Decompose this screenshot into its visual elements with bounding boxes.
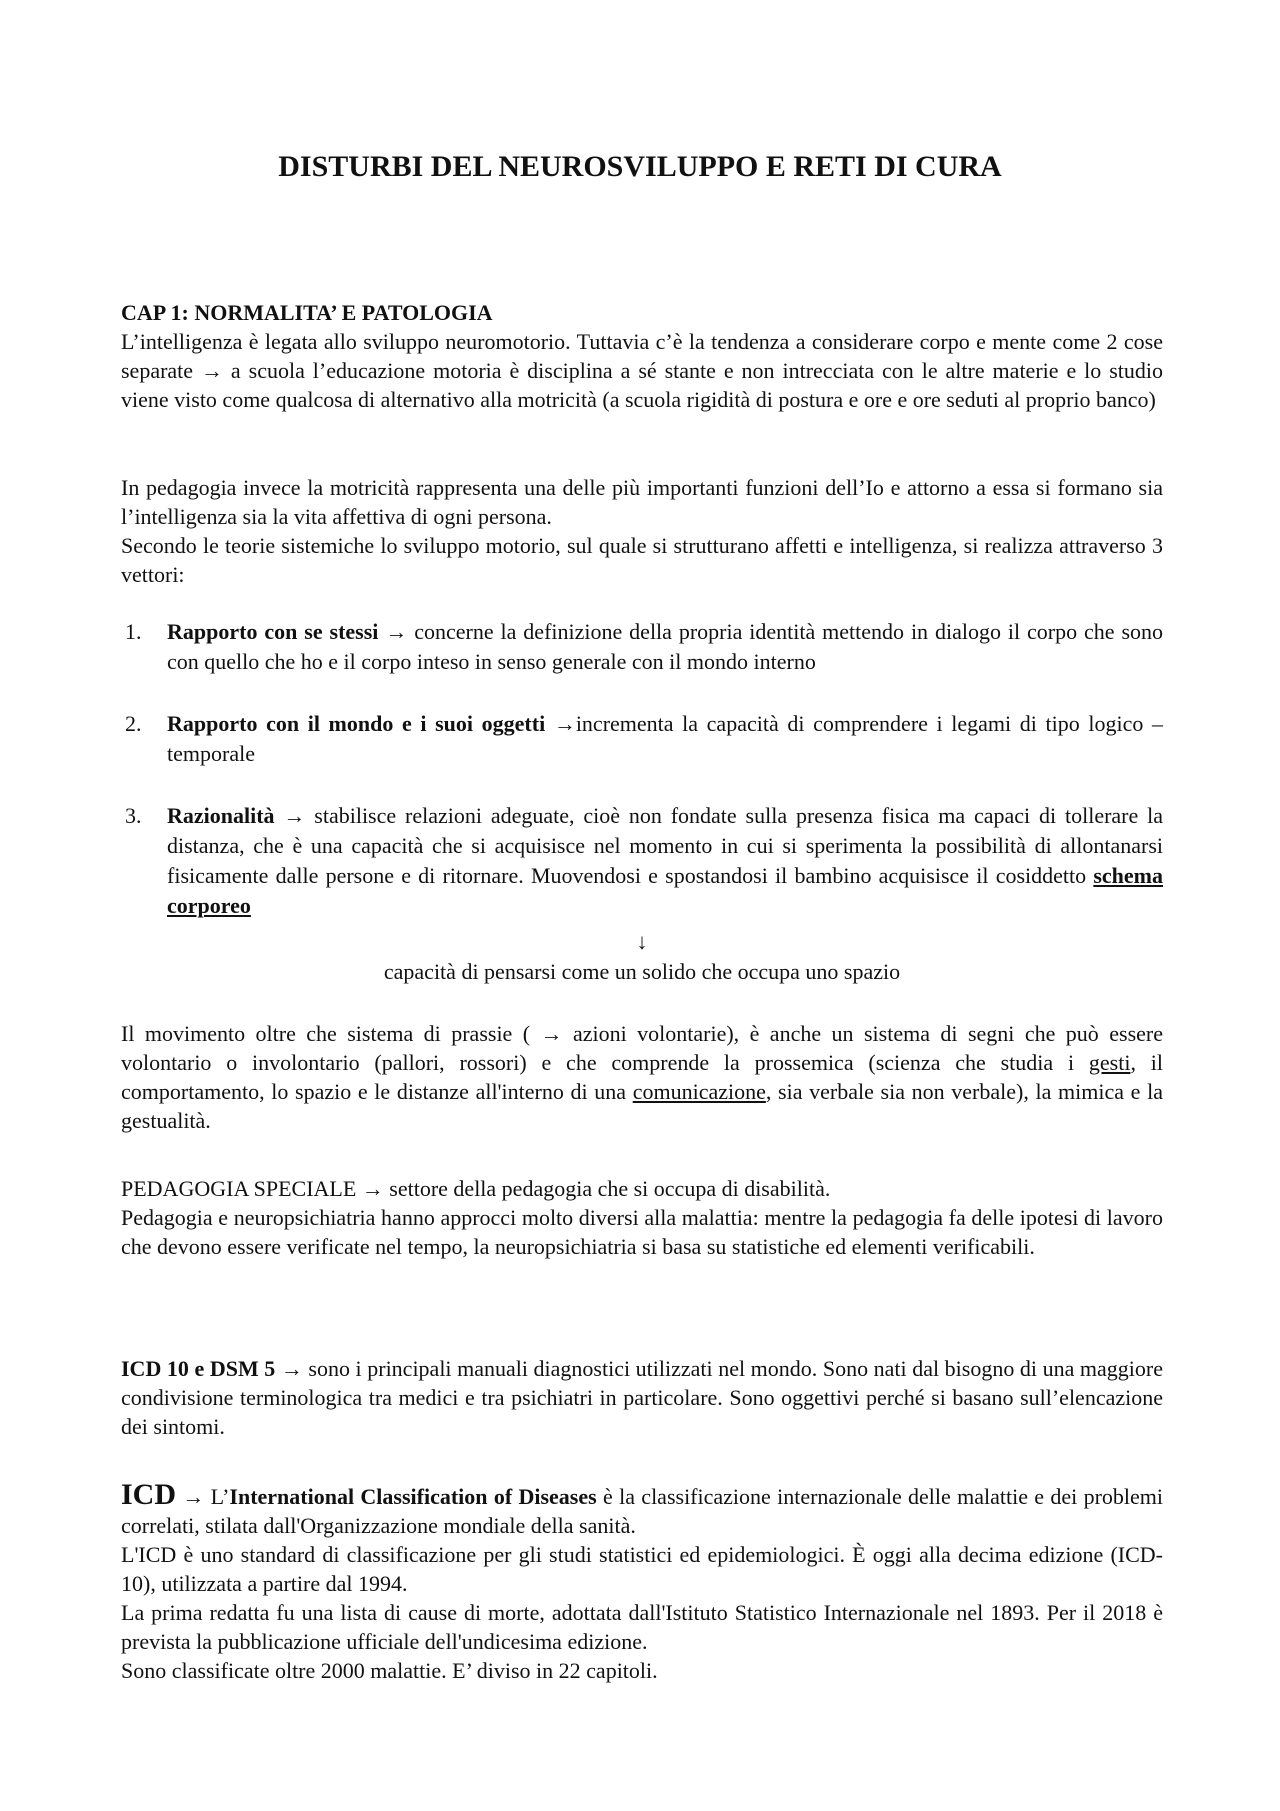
special-pedagogy-line: PEDAGOGIA SPECIALE → settore della pedagogia che si occupa di disabilità.: [121, 1176, 831, 1201]
movement-block: [121, 1019, 1163, 1135]
vector-term: Razionalità: [167, 803, 275, 828]
manuals-text: → sono i principali manuali diagnostici utilizzati nel mondo. Sono nati dal bisogno di una maggiore condivisione terminologica tra medici e tra psichiatri in particolare. Sono oggettivi perché si basano sull’elencazione dei sintomi.: [121, 1356, 1163, 1439]
icd-arrow: → L’: [176, 1484, 230, 1509]
manuals-term: ICD 10 e DSM 5: [121, 1356, 276, 1381]
icd-definition-paragraph: [121, 1480, 1163, 1540]
chapter-intro-block: [121, 298, 1163, 414]
comunicazione-link[interactable]: comunicazione: [632, 1079, 766, 1104]
movement-paragraph: [121, 1019, 1163, 1135]
pedagogy-block: [121, 473, 1163, 589]
systemic-paragraph: Secondo le teorie sistemiche lo sviluppo motorio, sul quale si strutturano affetti e intelligenza, si realizza attraverso 3 vettori:: [121, 533, 1163, 587]
list-text: [167, 709, 1163, 769]
list-number: 1.: [125, 619, 142, 644]
icd-history-paragraph: La prima redatta fu una lista di cause di morte, adottata dall'Istituto Statistico Internazionale nel 1893. Per il 2018 è prevista la pubblicazione ufficiale dell'undicesima edizione.: [121, 1600, 1163, 1654]
document-title: DISTURBI DEL NEUROSVILUPPO E RETI DI CURA: [278, 150, 1002, 183]
vector-term: Rapporto con il mondo e i suoi oggetti: [167, 711, 546, 736]
pedagogy-paragraph: In pedagogia invece la motricità rappresenta una delle più importanti funzioni dell’Io e attorno a essa si formano sia l’intelligenza sia la vita affettiva di ogni persona.: [121, 475, 1163, 529]
special-pedagogy-block: [121, 1174, 1163, 1261]
down-arrow: ↓: [636, 929, 648, 954]
vector-description: → concerne la definizione della propria identità mettendo in dialogo il corpo che sono con quello che ho e il corpo inteso in senso generale con il mondo interno: [167, 619, 1163, 674]
icd-count-paragraph: Sono classificate oltre 2000 malattie. E’ diviso in 22 capitoli.: [121, 1658, 658, 1683]
icd-acronym: ICD: [121, 1478, 177, 1511]
icd-definition: è la classificazione internazionale delle malattie e dei problemi correlati, stilata dall'Organizzazione mondiale della sanità.: [121, 1484, 1164, 1538]
movement-text: , sia verbale sia non verbale), la mimica e la gestualità.: [121, 1079, 1163, 1133]
icd-standard-paragraph: L'ICD è uno standard di classificazione per gli studi statistici ed epidemiologici. È oggi alla decima edizione (ICD-10), utilizzata a partire dal 1994.: [121, 1542, 1163, 1596]
list-number: 2.: [125, 711, 142, 736]
icd-block: [121, 1480, 1163, 1685]
comparison-paragraph: Pedagogia e neuropsichiatria hanno approcci molto diversi alla malattia: mentre la pedagogia fa delle ipotesi di lavoro che devono essere verificate nel tempo, la neuropsichiatria si basa su statistiche ed elementi verificabili.: [121, 1205, 1163, 1259]
chapter-heading: CAP 1: NORMALITA’ E PATOLOGIA: [121, 300, 493, 325]
list-text: [167, 801, 1163, 921]
vector-description: →incrementa la capacità di comprendere i legami di tipo logico – temporale: [167, 711, 1163, 766]
movement-text: , il comportamento, lo spazio e le distanze all'interno di una: [121, 1050, 1163, 1104]
gesti-link[interactable]: gesti: [1088, 1050, 1131, 1075]
manuals-paragraph: [121, 1354, 1163, 1441]
movement-text: Il movimento oltre che sistema di prassie ( → azioni volontarie), è anche un sistema di segni che può essere volontario o involontario (pallori, rossori) e che comprende la prossemica (scienza che studia i: [121, 1021, 1163, 1075]
manuals-block: [121, 1354, 1163, 1441]
vector-description: → stabilisce relazioni adeguate, cioè non fondate sulla presenza fisica ma capaci di tollerare la distanza, che è una capacità che si acquisisce nel momento in cui si sperimenta la possibilità di allontanarsi fisicamente dalle persone e di ritornare. Muovendosi e spostandosi il bambino acquisisce il cosiddetto: [167, 803, 1163, 888]
icd-full-name: International Classification of Diseases: [229, 1484, 597, 1509]
list-text: [167, 617, 1163, 677]
schema-definition: capacità di pensarsi come un solido che occupa uno spazio: [383, 959, 901, 984]
vector-term: Rapporto con se stessi: [167, 619, 379, 644]
intro-paragraph: L’intelligenza è legata allo sviluppo neuromotorio. Tuttavia c’è la tendenza a considerare corpo e mente come 2 cose separate → a scuola l’educazione motoria è disciplina a sé stante e non intrecciata con le altre materie e lo studio viene visto come qualcosa di alternativo alla motricità (a scuola rigidità di postura e ore e ore seduti al proprio banco): [121, 329, 1163, 412]
schema-corporeo-term: schema corporeo: [167, 863, 1163, 918]
list-number: 3.: [125, 803, 142, 828]
